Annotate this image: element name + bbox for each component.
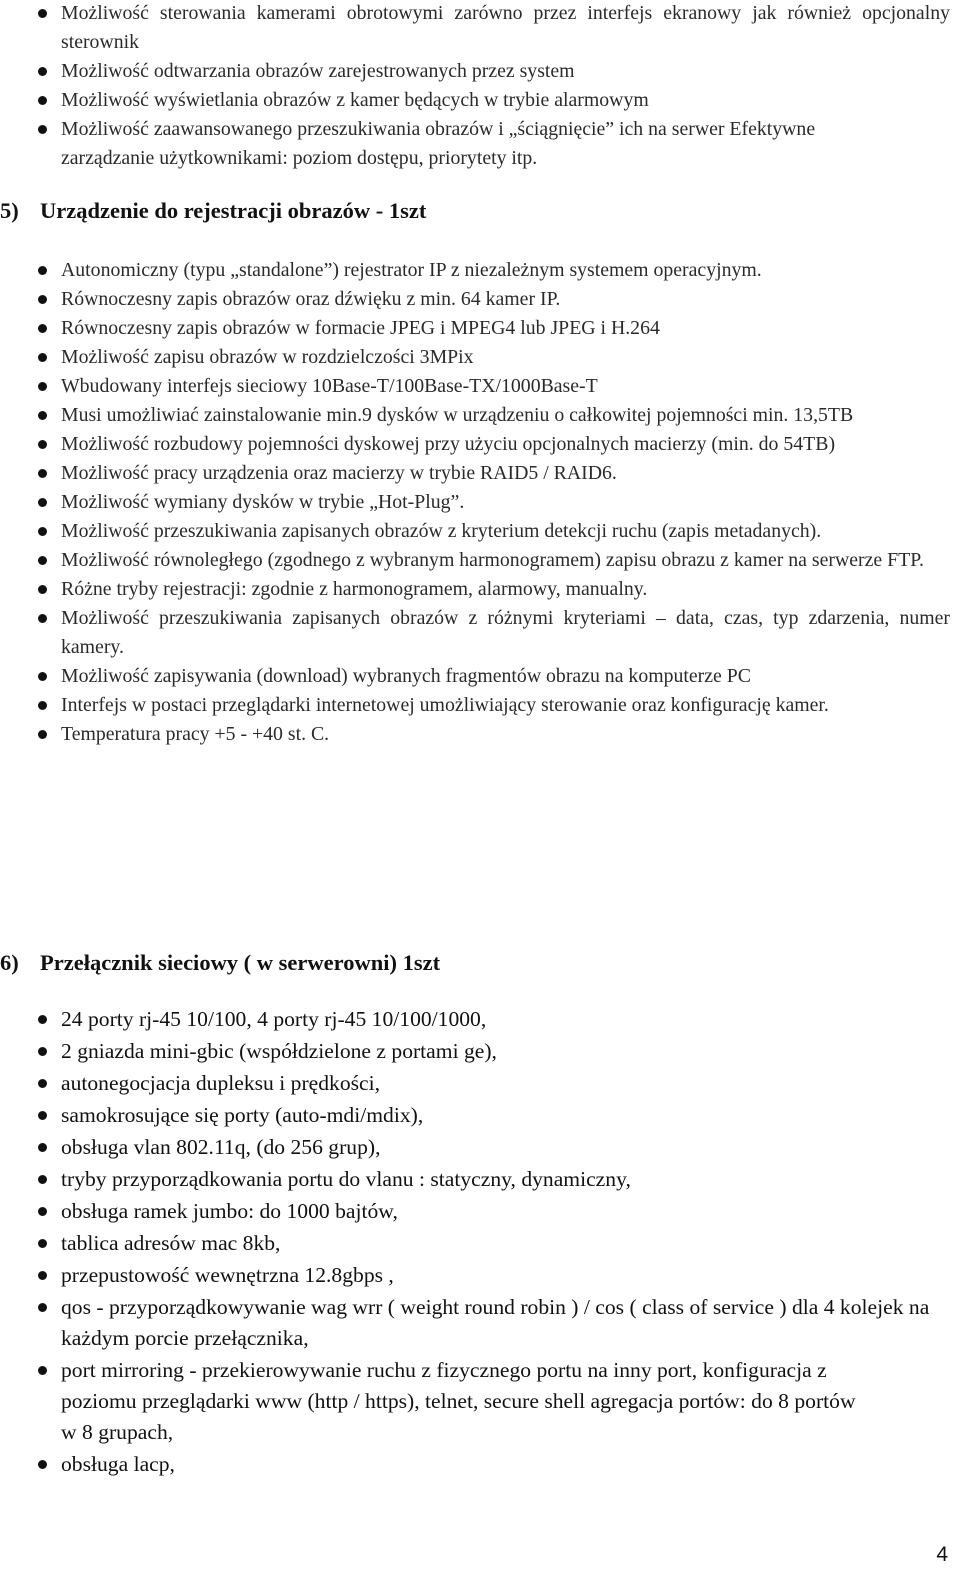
list-item: tablica adresów mac 8kb, — [38, 1228, 950, 1259]
list-item: Interfejs w postaci przeglądarki internetowej umożliwiający sterowanie oraz konfigurację kamer. — [38, 691, 950, 720]
list-item: obsługa lacp, — [38, 1449, 950, 1480]
list-item: Temperatura pracy +5 - +40 st. C. — [38, 720, 950, 749]
list-item: qos - przyporządkowywanie wag wrr ( weight round robin ) / cos ( class of service ) dla 4 kolejek na każdym porcie przełącznika, — [38, 1292, 950, 1354]
list-item — [38, 115, 883, 173]
section-title: Urządzenie do rejestracji obrazów - 1szt — [40, 198, 427, 223]
section-number: 6) — [0, 950, 19, 975]
list-item: tryby przyporządkowania portu do vlanu : statyczny, dynamiczny, — [38, 1164, 950, 1195]
list-item: Możliwość pracy urządzenia oraz macierzy w trybie RAID5 / RAID6. — [38, 459, 950, 488]
section-5-list — [38, 256, 950, 749]
list-item: Równoczesny zapis obrazów oraz dźwięku z min. 64 kamer IP. — [38, 285, 950, 314]
section-5-heading — [0, 198, 426, 224]
list-item-text: Możliwość zaawansowanego przeszukiwania obrazów i „ściągnięcie” ich na serwer Efektywne zarządzanie użytkownikami: poziom dostępu, priorytety itp. — [61, 118, 816, 169]
list-item: Autonomiczny (typu „standalone”) rejestrator IP z niezależnym systemem operacyjnym. — [38, 256, 950, 285]
list-item: obsługa vlan 802.11q, (do 256 grup), — [38, 1132, 950, 1163]
section-6-list — [38, 1004, 950, 1481]
list-item: samokrosujące się porty (auto-mdi/mdix), — [38, 1100, 950, 1131]
list-item: obsługa ramek jumbo: do 1000 bajtów, — [38, 1196, 950, 1227]
page-number: 4 — [936, 1543, 948, 1566]
list-item: Możliwość wymiany dysków w trybie „Hot-Plug”. — [38, 488, 950, 517]
section-4-list — [38, 0, 950, 173]
list-item: Możliwość zapisu obrazów w rozdzielczości 3MPix — [38, 343, 950, 372]
list-item: Możliwość przeszukiwania zapisanych obrazów z różnymi kryteriami – data, czas, typ zdarzenia, numer kamery. — [38, 604, 950, 662]
list-item: Możliwość rozbudowy pojemności dyskowej przy użyciu opcjonalnych macierzy (min. do 54TB) — [38, 430, 950, 459]
list-item: autonegocjacja dupleksu i prędkości, — [38, 1068, 950, 1099]
list-item: 2 gniazda mini-gbic (współdzielone z portami ge), — [38, 1036, 950, 1067]
list-item: Równoczesny zapis obrazów w formacie JPEG i MPEG4 lub JPEG i H.264 — [38, 314, 950, 343]
list-item: Możliwość zapisywania (download) wybranych fragmentów obrazu na komputerze PC — [38, 662, 950, 691]
section-6-heading — [0, 950, 440, 976]
section-number: 5) — [0, 198, 19, 223]
list-item: port mirroring - przekierowywanie ruchu z fizycznego portu na inny port, konfiguracja z poziomu przeglądarki www (http / https), telnet, secure shell agregacja portów: do 8 portów w 8 grupach, — [38, 1355, 861, 1448]
list-item: Wbudowany interfejs sieciowy 10Base-T/100Base-TX/1000Base-T — [38, 372, 950, 401]
list-item: Różne tryby rejestracji: zgodnie z harmonogramem, alarmowy, manualny. — [38, 575, 950, 604]
list-item: przepustowość wewnętrzna 12.8gbps , — [38, 1260, 950, 1291]
list-item: Możliwość równoległego (zgodnego z wybranym harmonogramem) zapisu obrazu z kamer na serwerze FTP. — [38, 546, 950, 575]
section-title: Przełącznik sieciowy ( w serwerowni) 1szt — [40, 950, 441, 975]
list-item: 24 porty rj-45 10/100, 4 porty rj-45 10/100/1000, — [38, 1004, 950, 1035]
list-item: Możliwość przeszukiwania zapisanych obrazów z kryterium detekcji ruchu (zapis metadanych). — [38, 517, 950, 546]
list-item: Możliwość sterowania kamerami obrotowymi zarówno przez interfejs ekranowy jak również opcjonalny sterownik — [38, 0, 950, 57]
list-item: Musi umożliwiać zainstalowanie min.9 dysków w urządzeniu o całkowitej pojemności min. 13,5TB — [38, 401, 950, 430]
list-item: Możliwość odtwarzania obrazów zarejestrowanych przez system — [38, 57, 950, 86]
list-item: Możliwość wyświetlania obrazów z kamer będących w trybie alarmowym — [38, 86, 950, 115]
